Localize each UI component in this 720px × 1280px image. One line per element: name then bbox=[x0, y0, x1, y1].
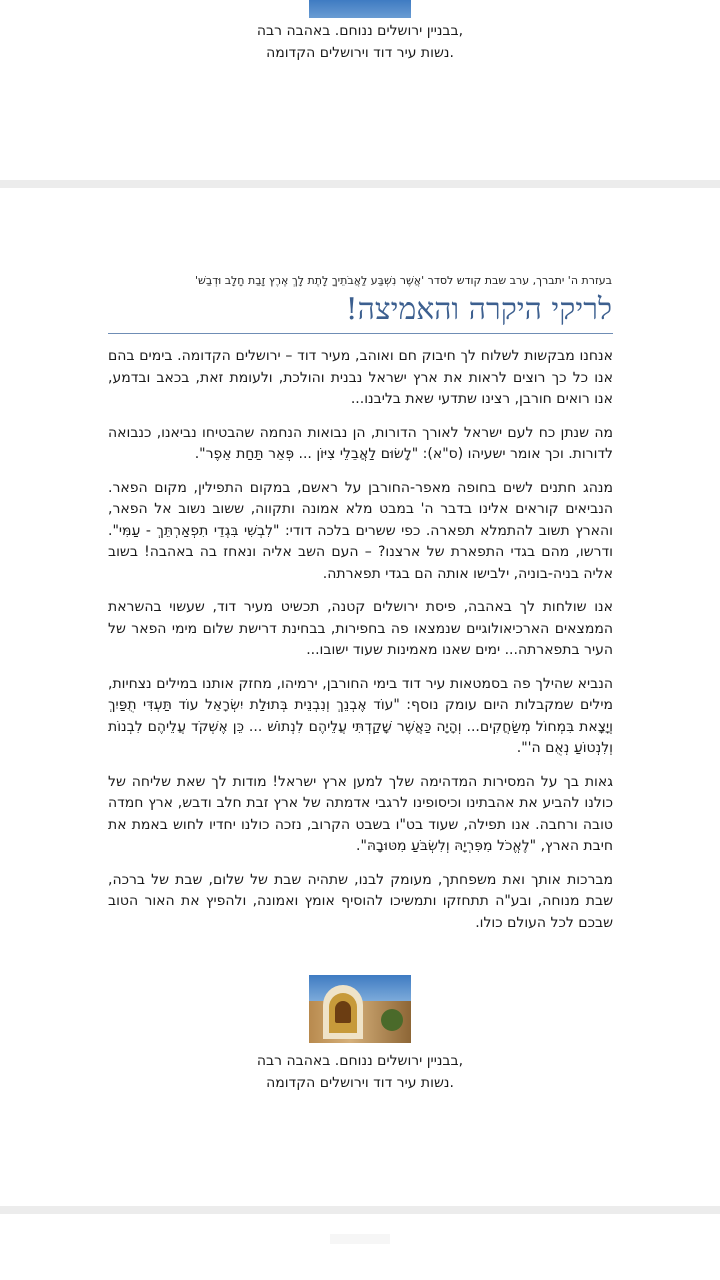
letter-paragraph-5: הנביא שהילך פה בסמטאות עיר דוד בימי החורבן, ירמיהו, מחזק אותנו במילים נצחיות, מילים שמקבלות היום עומק נוסף: "עוֹד אֶבְנֵךְ וְנִבְנֵית בְּתוּלַת יִשְׂרָאֵל עוֹד תַּעְדִּי תֻפַּיִךְ וְיָצָאת בִּמְחוֹל מְשַׂחֲקִים... וְהָיָה כַּאֲשֶׁר שָׁקַדְתִּי עֲלֵיהֶם לִנְתוֹשׁ ... כֵּן אֶשְׁקֹד עֲלֵיהֶם לִבְנוֹת וְלִנְטוֹעַ נְאֻם ה'". bbox=[108, 675, 613, 756]
letter-paragraph-3: מנהג חתנים לשים בחופה מאפר-החורבן על ראשם, במקום התפילין, מקום הפאר. הנביאים קוראים אלינו בדבר ה' במבט מלא אמונה ותקווה, ששוב נשוב אל הפאר, והארץ תשוב להתמלא תפארה. כפי ששרים בלכה דודי: "לִבְשִׁי בִּגְדֵי תִפְאַרְתֵּךְ - עַמִּי". ודרשו, מהם בגדי התפארת של ארצנו? – העם השב אליה ונאחז בה באהבה! בשוב אליה בניה-בוניה, ילבישו אותה הם בגדי תפארתה. bbox=[108, 479, 613, 582]
letter-paragraph-7: מברכות אותך ואת משפחתך, מעומק לבנו, שתהיה שבת של שלום, שבת של ברכה, שבת מנוחה, ובע"ה תתחזקו ותמשיכו להוסיף אומץ ואמונה, ולהפיץ את האור הטוב שבכם לכל העולם כולו. bbox=[108, 871, 613, 931]
page-separator bbox=[0, 180, 720, 188]
letter-greeting: בעזרת ה' יתברך, ערב שבת קודש לסדר 'אֲשֶׁר נִשְׁבַּע לַאֲבֹתֵיךָ לָתֶת לָךְ אֶרֶץ זָבַת חָלָב וּדְבַשׁ' bbox=[195, 274, 612, 287]
signature-top-line-1: בבניין ירושלים ננוחם. באהבה רבה, bbox=[256, 23, 464, 39]
signature-top bbox=[0, 20, 720, 64]
letter-title: לריקי היקרה והאמיצה! bbox=[345, 292, 612, 327]
letter-paragraph-2: מה שנתן כח לעם ישראל לאורך הדורות, הן נבואות הנחמה שהבטיחו נביאנו, כנבואה לדורות. וכך אומר ישעיהו (ס"א): "לָשׂוּם לַאֲבֵלֵי צִיּוֹן ... פְּאֵר תַּחַת אֵפֶר". bbox=[108, 424, 613, 462]
signature-line-2: נשות עיר דוד וירושלים הקדומה. bbox=[266, 1075, 454, 1091]
letter-paragraph-4: אנו שולחות לך באהבה, פיסת ירושלים קטנה, תכשיט מעיר דוד, שעשוי בהשראת הממצאים הארכיאולוגיים שנמצאו פה בחפירות, בבחינת דרישת שלום מימי הפאר של העיר בתפארתה... ימים שאנו מאמינות שעוד ישובו... bbox=[108, 599, 613, 658]
title-underline bbox=[108, 333, 613, 334]
city-of-david-photo-top bbox=[309, 0, 411, 18]
letter-body bbox=[108, 346, 613, 946]
signature bbox=[0, 1050, 720, 1094]
page-bottom bbox=[0, 1214, 720, 1280]
letter-paragraph-1: אנחנו מבקשות לשלוח לך חיבוק חם ואוהב, מעיר דוד – ירושלים הקדומה. בימים בהם אנו כל כך רוצים לראות את ארץ ישראל נבנית והולכת, ולעומת זאת, בכאב ובדמע, אנו רואים חורבן, רצינו שתדעי שאת בליבנו... bbox=[108, 348, 613, 407]
signature-top-line-2: נשות עיר דוד וירושלים הקדומה. bbox=[266, 45, 454, 61]
letter-paragraph-6: גאות בך על המסירות המדהימה שלך למען ארץ ישראל! מודות לך שאת שליחה של כולנו להביע את אהבתינו וכיסופינו לרגבי אדמתה של ארץ זבת חלב ודבש, ארץ חמדה טובה ורחבה. אנו תפילה, שעוד בט"ו בשבט הקרוב, נזכה כולנו יחדיו לחוש באמת את חיבת הארץ, "לֶאֱכֹל מִפִּרְיָהּ וְלִשְׂבֹּעַ מִטּוּבָהּ". bbox=[108, 773, 613, 854]
page-top bbox=[0, 0, 720, 180]
city-of-david-photo bbox=[309, 975, 411, 1043]
page-separator-2 bbox=[0, 1206, 720, 1214]
letter-page bbox=[0, 188, 720, 1206]
faint-header-mark bbox=[330, 1234, 390, 1244]
signature-line-1: בבניין ירושלים ננוחם. באהבה רבה, bbox=[256, 1053, 464, 1069]
